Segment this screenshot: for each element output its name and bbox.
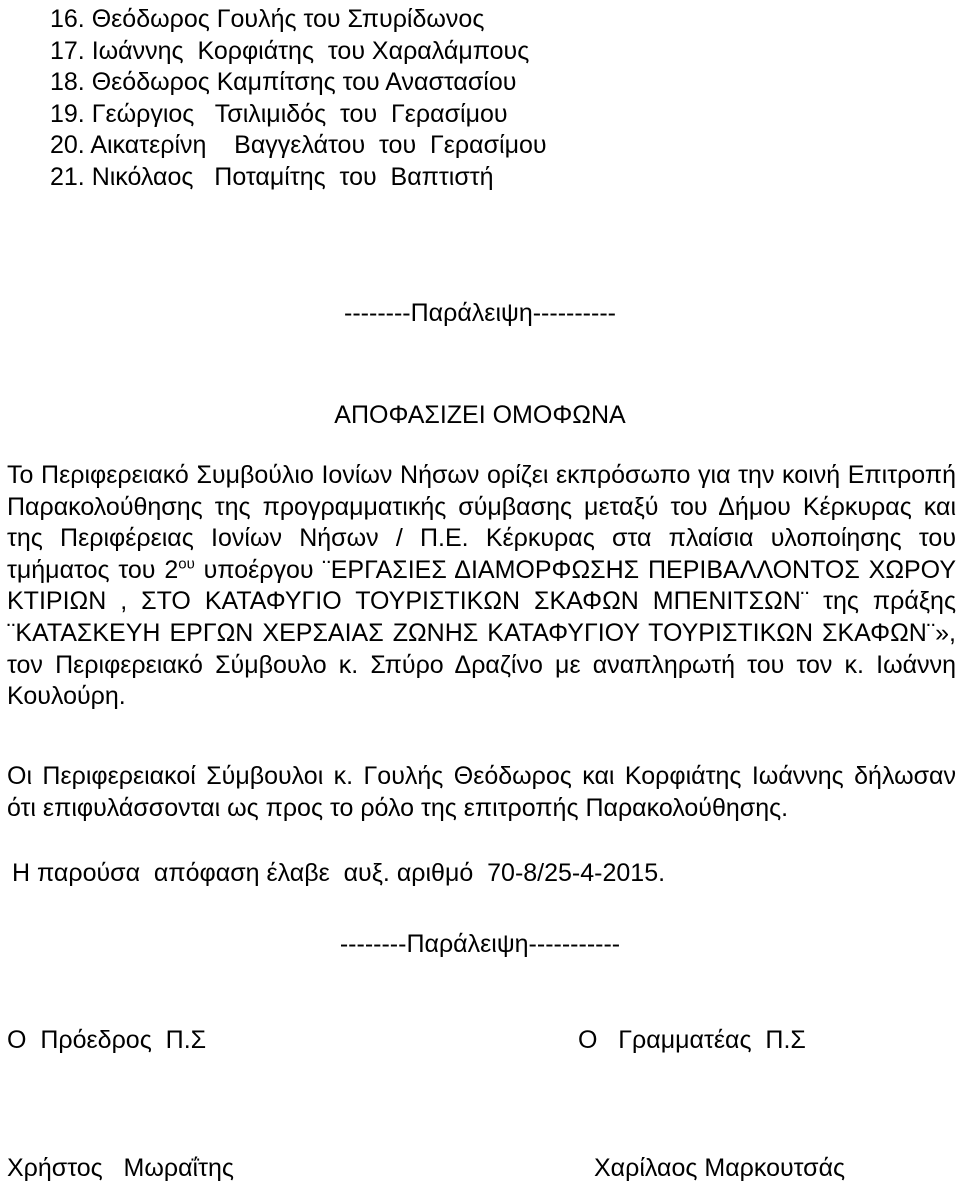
list-item: 21. Νικόλαος Ποταμίτης του Βαπτιστή	[50, 162, 494, 191]
council-members-list	[50, 4, 547, 193]
reservation-paragraph: Οι Περιφερειακοί Σύμβουλοι κ. Γουλής Θεόδωρος και Κορφιάτης Ιωάννης δήλωσαν ότι επιφυλάσσονται ως προς το ρόλο της επιτροπής Παρακολούθησης.	[7, 762, 956, 822]
decision-number-line: Η παρούσα απόφαση έλαβε αυξ. αριθμό 70-8/25-4-2015.	[12, 859, 666, 887]
omission-marker-top: --------Παράλειψη----------	[344, 299, 616, 327]
president-title: Ο Πρόεδρος Π.Σ	[7, 1026, 207, 1054]
list-item: 17. Ιωάννης Κορφιάτης του Χαραλάμπους	[50, 36, 530, 65]
list-item: 19. Γεώργιος Τσιλιμιδός του Γερασίμου	[50, 99, 508, 128]
omission-marker-bottom: --------Παράλειψη-----------	[339, 930, 621, 958]
decision-text-part-2: υποέργου ¨ΕΡΓΑΣΙΕΣ ΔΙΑΜΟΡΦΩΣΗΣ ΠΕΡΙΒΑΛΛΟΝΤΟΣ ΧΩΡΟΥ ΚΤΙΡΙΩΝ , ΣΤΟ ΚΑΤΑΦΥΓΙΟ ΤΟΥΡΙΣΤΙΚΩΝ ΣΚΑΦΩΝ ΜΠΕΝΙΤΣΩΝ¨ της πράξης ¨ΚΑΤΑΣΚΕΥΗ ΕΡΓΩΝ ΧΕΡΣΑΙΑΣ ΖΩΝΗΣ ΚΑΤΑΦΥΓΙΟΥ ΤΟΥΡΙΣΤΙΚΩΝ ΣΚΑΦΩΝ¨», τον Περιφερειακό Σύμβουλο κ. Σπύρο Δραζίνο με αναπληρωτή του τον κ. Ιωάννη Κουλούρη.	[7, 555, 956, 711]
list-item: 16. Θεόδωρος Γουλής του Σπυρίδωνος	[50, 5, 485, 33]
list-item: 18. Θεόδωρος Καμπίτσης του Αναστασίου	[50, 68, 517, 96]
decision-text-part-1: Το Περιφερειακό Συμβούλιο Ιονίων Νήσων ορίζει εκπρόσωπο για την κοινή Επιτροπή Παρακολούθησης της προγραμματικής σύμβασης μεταξύ του Δήμου Κέρκυρας και της Περιφέρειας Ιονίων Νήσων / Π.Ε. Κέρκυρας στα πλαίσια υλοποίησης του τμήματος του 2	[7, 461, 956, 584]
secretary-name: Χαρίλαος Μαρκουτσάς	[594, 1154, 846, 1182]
secretary-title: Ο Γραμματέας Π.Σ	[578, 1026, 806, 1054]
decision-paragraph	[7, 460, 956, 713]
decision-heading: ΑΠΟΦΑΣΙΖΕΙ ΟΜΟΦΩΝΑ	[334, 401, 626, 429]
president-name: Χρήστος Μωραΐτης	[7, 1154, 234, 1182]
list-item: 20. Αικατερίνη Βαγγελάτου του Γερασίμου	[50, 131, 547, 159]
ordinal-superscript: ου	[178, 555, 195, 573]
